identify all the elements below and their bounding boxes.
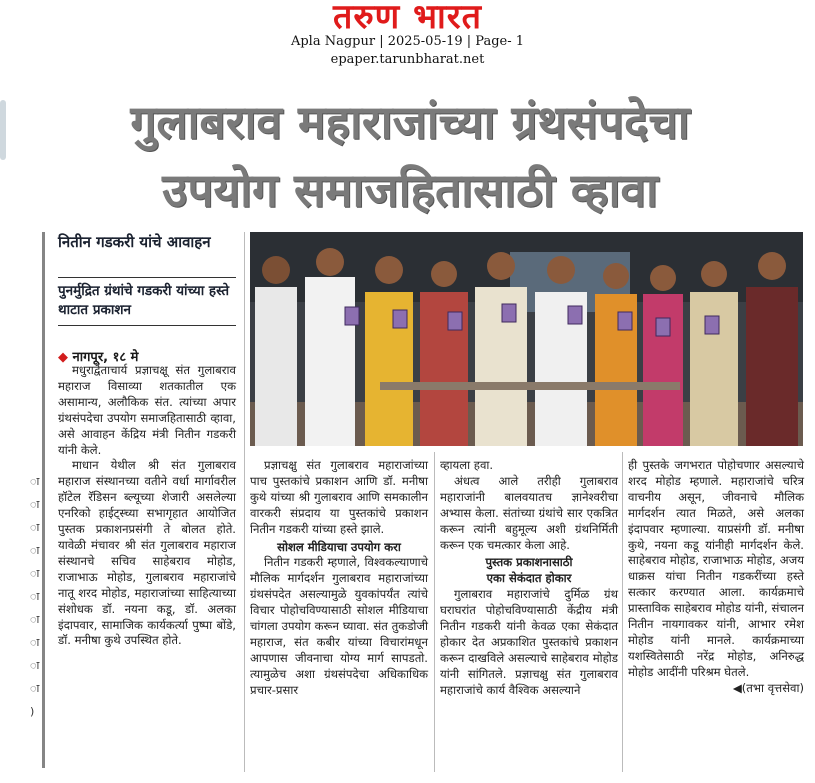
paragraph: अंधत्व आले तरीही गुलाबराव महाराजांनी बालवयातच ज्ञानेश्वरीचा अभ्यास केला. संतांच्या ग्रंथांचे सार एकत्रित करून त्यांनी बहुमूल्य अशी ग्रंथनिर्मिती करून एक चमत्कार केला आहे.	[440, 473, 618, 552]
divider	[58, 277, 236, 278]
fragment: ा	[30, 498, 40, 511]
fragment: ा	[30, 682, 40, 695]
fragment: ा	[30, 544, 40, 557]
article-column-3	[440, 458, 618, 699]
fragment: ा	[30, 590, 40, 603]
newspaper-logo: तरुण भारत	[332, 0, 483, 37]
headline-line-1: गुलाबराव महाराजांच्या ग्रंथसंपदेचा	[130, 95, 690, 149]
paragraph: व्हायला हवा.	[440, 458, 494, 472]
headline-line-2: उपयोग समाजहितासाठी व्हावा	[162, 163, 658, 217]
paragraph: प्रज्ञाचक्षु संत गुलाबराव महाराजांच्या पाच पुस्तकांचे प्रकाशन आणि डॉ. मनीषा कुथे यांच्या श्री गुलाबराव आणि समकालीन वारकरी संप्रदाय या पुस्तकांचे प्रकाशन नितीन गडकरी यांच्या हस्ते झाले.	[250, 458, 428, 536]
fragment: ा	[30, 475, 40, 488]
column-divider	[244, 232, 245, 772]
paragraph: माधान येथील श्री संत गुलाबराव महाराज संस्थानच्या वतीने वर्धा मार्गावरील हॉटेल रॅडिसन ब्ल्यूच्या शेजारी असलेल्या एनरिको हाईट्स्च्या सभागृहात आयोजित पुस्तक प्रकाशनप्रसंगी ते बोलत होते. यावेळी मंचावर श्री संत गुलाबराव महाराज संस्थानचे सचिव साहेबराव मोहोड, राजाभाऊ मोहोड, गुलाबराव महाराजांचे नातू शरद मोहोड, महाराजांच्या साहित्याच्या संशोधक डॉ. नयना कडू, डॉ. अलका इंदापवार, सामाजिक कार्यकर्त्या पुष्पा बोंडे, डॉ. मनीषा कुथे उपस्थित होते.	[58, 458, 236, 648]
section-subhead-line-2: एका सेकंदात होकार	[486, 571, 572, 586]
dateline-text: नागपूर, १८ मे	[72, 350, 139, 365]
paragraph: गुलाबराव महाराजांचे दुर्मिळ ग्रंथ घराघरांत पोहोचविण्यासाठी केंद्रीय मंत्री नितीन गडकरी यांनी केवळ एका सेकंदात होकार देत अप्रकाशित पुस्तकांचे प्रकाशन करून दाखविले असल्याचे साहेबराव मोहोड यांनी सांगितले. प्रज्ञाचक्षु संत गुलाबराव महाराजांचे कार्य वैश्विक असल्याने	[440, 587, 618, 697]
column-divider	[434, 452, 435, 772]
diamond-icon: ◆	[58, 350, 68, 365]
paragraph: मधुराद्वैताचार्य प्रज्ञाचक्षू संत गुलाबराव महाराज विसाव्या शतकातील एक असामान्य, अलौकिक संत. त्यांच्या अपार ग्रंथसंपदेचा उपयोग समाजहितासाठी व्हावा, असे आवाहन केंद्रिय मंत्री नितीन गडकरी यांनी केले.	[58, 363, 236, 457]
fragment: )	[30, 705, 35, 718]
column-edge-bar	[42, 232, 45, 768]
left-page-edge	[0, 100, 6, 160]
subhead-secondary: पुनर्मुद्रित ग्रंथांचे गडकरी यांच्या हस्ते थाटात प्रकाशन	[58, 283, 230, 318]
article-column-1	[58, 363, 236, 649]
section-subhead: सोशल मीडियाचा उपयोग करा	[277, 539, 401, 554]
fragment: ा	[30, 636, 40, 649]
fragment: ा	[30, 521, 40, 534]
edition-meta: Apla Nagpur | 2025-05-19 | Page- 1	[290, 34, 525, 49]
paragraph: ही पुस्तके जगभरात पोहोचणार असल्याचे शरद मोहोड म्हणाले. महाराजांचे चरित्र वाचनीय असून, जीवनाचे मौलिक मार्गदर्शन त्यात मिळते, असे अलका इंदापवार म्हणाल्या. याप्रसंगी डॉ. मनीषा कुथे, नयना कडू यांनीही मार्गदर्शन केले. साहेबराव मोहोड, राजाभाऊ मोहोड, अजय धाक्रस यांचा नितीन गडकरींच्या हस्ते सत्कार करण्यात आला. कार्यक्रमाचे प्रास्ताविक साहेबराव मोहोड यांनी, संचालन नितीन नायगावकर यांनी, आभार रमेश मोहोड यांनी मानले. कार्यक्रमाच्या यशस्वितेसाठी नरेंद्र मोहोड, अनिरुद्ध मोहोड आदींनी परिश्रम घेतले.	[628, 458, 804, 679]
article-column-2	[250, 458, 428, 699]
epaper-url[interactable]: epaper.tarunbharat.net	[330, 52, 485, 67]
subhead-primary: नितीन गडकरी यांचे आवाहन	[58, 233, 211, 251]
section-subhead-line-1: पुस्तक प्रकाशनासाठी	[485, 555, 573, 570]
paragraph: नितीन गडकरी म्हणाले, विश्वकल्याणाचे मौलिक मार्गदर्शन गुलाबराव महाराजांच्या ग्रंथसंपदेत असल्यामुळे युवकांपर्यंत त्यांचे विचार पोहोचविण्यासाठी सोशल मीडियाचा चांगला उपयोग करून घ्यावा. संत तुकडोजी महाराज, संत कबीर यांच्या विचारांमधून आपणास जीवनाचा योग्य मार्ग सापडतो. त्यामुळेच अशा ग्रंथसंपदेचा अधिकाधिक प्रचार-प्रसार	[250, 555, 428, 697]
book-launch-photo-illustration	[250, 232, 803, 446]
fragment: ा	[30, 567, 40, 580]
adjacent-article-fragments	[30, 470, 39, 723]
fragment: ा	[30, 659, 40, 672]
column-divider	[622, 452, 623, 772]
masthead	[0, 0, 815, 78]
fragment: ा	[30, 613, 40, 626]
news-agency-credit: ◀(तभा वृत्तसेवा)	[732, 680, 804, 695]
article-column-4	[628, 458, 804, 697]
divider	[58, 325, 236, 326]
event-photo	[250, 232, 803, 446]
